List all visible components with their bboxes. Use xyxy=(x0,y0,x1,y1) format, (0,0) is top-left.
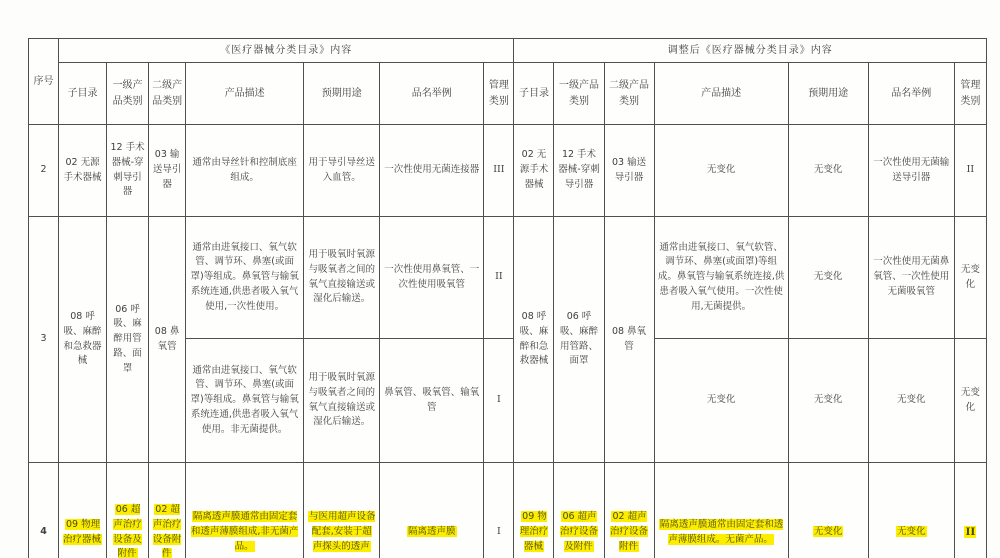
cell-product-examples-adjusted xyxy=(868,463,954,558)
cell-level1-category-adjusted: 06 呼吸、麻醉用管路、面罩 xyxy=(554,217,604,463)
cell-product-examples-adjusted: 一次性使用无菌输送导引器 xyxy=(868,125,954,217)
cell-management-class-adjusted: 无变化 xyxy=(954,339,986,463)
cell-serial: 4 xyxy=(29,463,59,558)
col-header-product-examples: 品名举例 xyxy=(380,63,484,125)
cell-subcatalog xyxy=(59,463,107,558)
cell-serial: 3 xyxy=(29,217,59,463)
cell-intended-use: 用于吸氧时氧源与吸氧者之间的氧气直接输送或湿化后输送。 xyxy=(304,217,380,339)
cell-level1-category-adjusted xyxy=(554,463,604,558)
highlighted-text: 06 超声治疗设备及附件 xyxy=(113,504,142,558)
highlighted-text: 隔离透声膜通常由固定套和透声薄膜组成。无菌产品。 xyxy=(659,518,784,545)
cell-intended-use-adjusted: 无变化 xyxy=(788,339,868,463)
col-header-intended-use: 预期用途 xyxy=(304,63,380,125)
highlighted-text: 与医用超声设备配套,安装于超声探头的透声 xyxy=(308,511,376,552)
cell-intended-use-adjusted xyxy=(788,463,868,558)
table-row xyxy=(29,463,987,558)
cell-product-examples-adjusted: 一次性使用无菌鼻氧管、一次性使用无菌吸氧管 xyxy=(868,217,954,339)
cell-level2-category xyxy=(149,463,186,558)
highlighted-text: 09 物理治疗器械 xyxy=(519,511,549,552)
cell-subcatalog: 08 呼吸、麻醉和急救器械 xyxy=(59,217,107,463)
cell-product-description-adjusted xyxy=(654,463,788,558)
group-header-adjusted-catalog: 调整后《医疗器械分类目录》内容 xyxy=(514,39,987,63)
cell-level2-category-adjusted: 08 鼻氧管 xyxy=(604,217,654,463)
table-row xyxy=(29,125,987,217)
col-header-level2-category: 二级产品类别 xyxy=(149,63,186,125)
col-header-intended-use-adjusted: 预期用途 xyxy=(788,63,868,125)
cell-subcatalog: 02 无源手术器械 xyxy=(59,125,107,217)
col-header-serial: 序号 xyxy=(29,39,59,125)
cell-management-class-adjusted: 无变化 xyxy=(954,217,986,339)
col-header-product-description-adjusted: 产品描述 xyxy=(654,63,788,125)
cell-product-description: 通常由进氧接口、氧气软管、调节环、鼻塞(或面罩)等组成。鼻氧管与输氧系统连通,供患者吸入氧气使用,一次性使用。 xyxy=(186,217,304,339)
highlighted-text: 无变化 xyxy=(896,526,926,538)
classification-comparison-table xyxy=(28,38,987,558)
cell-subcatalog-adjusted: 02 无源手术器械 xyxy=(514,125,554,217)
cell-intended-use: 用于吸氧时氧源与吸氧者之间的氧气直接输送或湿化后输送。 xyxy=(304,339,380,463)
col-header-management-class: 管理类别 xyxy=(484,63,514,125)
cell-management-class: II xyxy=(484,217,514,339)
cell-intended-use-adjusted: 无变化 xyxy=(788,125,868,217)
cell-level1-category: 06 呼吸、麻醉用管路、面罩 xyxy=(107,217,149,463)
cell-product-description xyxy=(186,463,304,558)
col-header-management-class-adjusted: 管理类别 xyxy=(954,63,986,125)
group-header-row xyxy=(29,39,987,63)
highlighted-text: 隔离透声膜通常由固定套和透声薄膜组成,非无菌产品。 xyxy=(190,511,299,552)
highlighted-text: 06 超声治疗设备及附件 xyxy=(559,511,598,552)
col-header-level1-category: 一级产品类别 xyxy=(107,63,149,125)
cell-level2-category: 03 输送导引器 xyxy=(149,125,186,217)
cell-level2-category: 08 鼻氧管 xyxy=(149,217,186,463)
cell-product-examples xyxy=(380,463,484,558)
col-header-level2-category-adjusted: 二级产品类别 xyxy=(604,63,654,125)
cell-level1-category-adjusted: 12 手术器械-穿刺导引器 xyxy=(554,125,604,217)
col-header-subcatalog-adjusted: 子目录 xyxy=(514,63,554,125)
cell-product-examples-adjusted: 无变化 xyxy=(868,339,954,463)
cell-management-class-adjusted xyxy=(954,463,986,558)
cell-level1-category: 12 手术器械-穿刺导引器 xyxy=(107,125,149,217)
highlighted-text: II xyxy=(965,526,976,539)
cell-management-class: I xyxy=(484,463,514,558)
cell-management-class-adjusted: II xyxy=(954,125,986,217)
cell-management-class: I xyxy=(484,339,514,463)
cell-serial: 2 xyxy=(29,125,59,217)
cell-subcatalog-adjusted xyxy=(514,463,554,558)
cell-product-description-adjusted: 无变化 xyxy=(654,125,788,217)
cell-product-examples: 鼻氧管、吸氧管、输氧管 xyxy=(380,339,484,463)
table-row xyxy=(29,217,987,339)
cell-level1-category xyxy=(107,463,149,558)
highlighted-text: 无变化 xyxy=(813,526,843,538)
col-header-level1-category-adjusted: 一级产品类别 xyxy=(554,63,604,125)
cell-level2-category-adjusted: 03 输送导引器 xyxy=(604,125,654,217)
cell-product-description-adjusted: 无变化 xyxy=(654,339,788,463)
column-header-row xyxy=(29,63,987,125)
highlighted-text: 02 超声治疗设备附件 xyxy=(610,511,649,552)
highlighted-text: 隔离透声膜 xyxy=(408,526,456,538)
cell-product-examples: 一次性使用无菌连接器 xyxy=(380,125,484,217)
cell-product-examples: 一次性使用鼻氧管、一次性使用吸氧管 xyxy=(380,217,484,339)
col-header-product-examples-adjusted: 品名举例 xyxy=(868,63,954,125)
group-header-original-catalog: 《医疗器械分类目录》内容 xyxy=(59,39,514,63)
cell-intended-use-adjusted: 无变化 xyxy=(788,217,868,339)
cell-product-description: 通常由进氧接口、氧气软管、调节环、鼻塞(或面罩)等组成。鼻氧管与输氧系统连通,供患者吸入氧气使用。非无菌提供。 xyxy=(186,339,304,463)
highlighted-text: 09 物理治疗器械 xyxy=(63,518,102,545)
cell-intended-use xyxy=(304,463,380,558)
cell-intended-use: 用于导引导丝送入血管。 xyxy=(304,125,380,217)
col-header-product-description: 产品描述 xyxy=(186,63,304,125)
cell-product-description: 通常由导丝针和控制底座组成。 xyxy=(186,125,304,217)
highlighted-text: 02 超声治疗设备附件 xyxy=(152,504,182,558)
cell-subcatalog-adjusted: 08 呼吸、麻醉和急救器械 xyxy=(514,217,554,463)
col-header-subcatalog: 子目录 xyxy=(59,63,107,125)
cell-product-description-adjusted: 通常由进氧接口、氧气软管、调节环、鼻塞(或面罩)等组成。鼻氧管与输氧系统连接,供患者吸入氧气使用。一次性使用,无菌提供。 xyxy=(654,217,788,339)
cell-level2-category-adjusted xyxy=(604,463,654,558)
cell-management-class: III xyxy=(484,125,514,217)
